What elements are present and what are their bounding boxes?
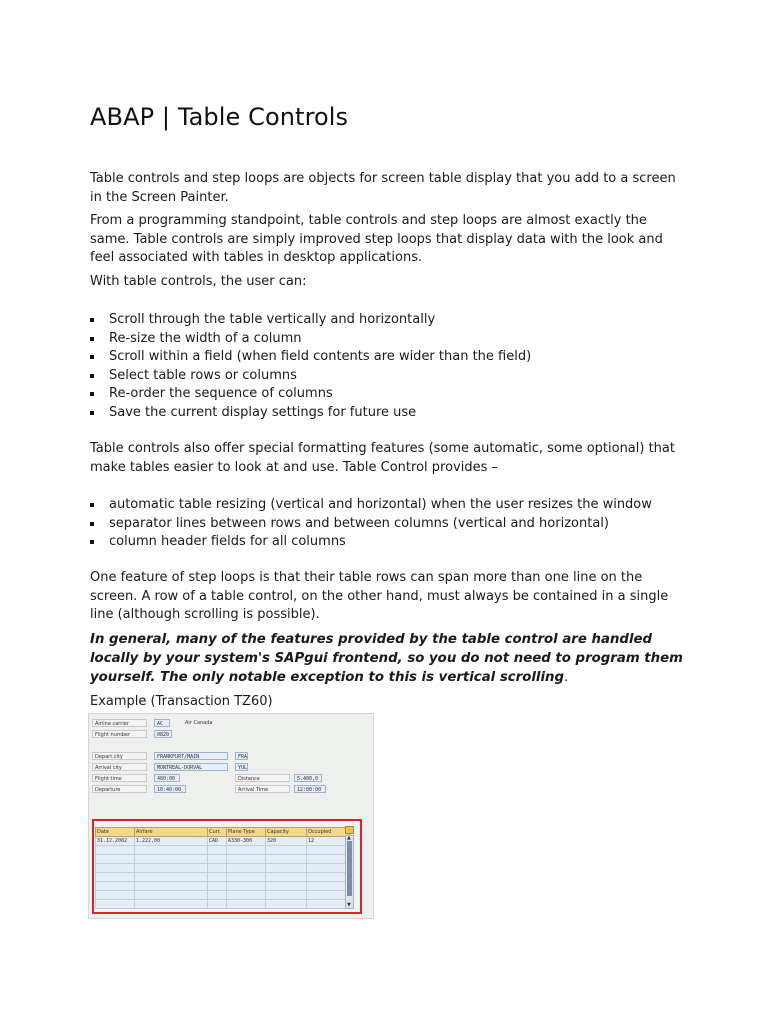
depart-code-field[interactable]: FRA	[235, 752, 248, 760]
list-item: Re-size the width of a column	[90, 330, 690, 349]
cell-airfare[interactable]: 1.222,00	[135, 837, 208, 846]
column-header-occupied[interactable]: Occupied	[307, 828, 350, 837]
vertical-scrollbar[interactable]	[345, 835, 354, 909]
column-header-airfare[interactable]: Airfare	[135, 828, 208, 837]
depart-city-field[interactable]: FRANKFURT/MAIN	[154, 752, 228, 760]
list-item: separator lines between rows and between columns (vertical and horizontal)	[90, 515, 690, 534]
table-header-row	[96, 828, 350, 837]
airline-carrier-field[interactable]: AC	[154, 719, 170, 727]
column-settings-icon[interactable]	[345, 826, 354, 834]
list-item: column header fields for all columns	[90, 533, 690, 552]
arrival-time-field[interactable]: 12:00:00	[294, 785, 326, 793]
flight-time-label: Flight time	[92, 774, 147, 782]
airline-carrier-label: Airline carrier	[92, 719, 147, 727]
list-item: Scroll within a field (when field contents are wider than the field)	[90, 348, 690, 367]
list-item: Scroll through the table vertically and horizontally	[90, 311, 690, 330]
user-can-paragraph: With table controls, the user can:	[90, 274, 307, 289]
emphasis-text: In general, many of the features provided by the table control are handled locally by your system's SAPgui frontend, so you do not need to program them yourself. The only notable exception to this is vertical scrolling	[90, 632, 683, 685]
scroll-down-icon[interactable]: ▼	[347, 902, 351, 908]
cell-occupied[interactable]: 12	[307, 837, 350, 846]
sap-screenshot	[88, 713, 374, 919]
cell-date[interactable]: 31.12.2002	[96, 837, 135, 846]
user-capabilities-list	[90, 311, 690, 423]
arrival-city-field[interactable]: MONTREAL-DORVAL	[154, 763, 228, 771]
table-row[interactable]	[96, 873, 350, 882]
column-header-date[interactable]: Date	[96, 828, 135, 837]
scroll-up-icon[interactable]: ▲	[347, 835, 351, 841]
column-header-currency[interactable]: Curr.	[208, 828, 227, 837]
table-row[interactable]	[96, 846, 350, 855]
table-row[interactable]	[96, 891, 350, 900]
arrival-code-field[interactable]: YUL	[235, 763, 248, 771]
example-caption: Example (Transaction TZ60)	[90, 694, 273, 709]
cell-currency[interactable]: CAD	[208, 837, 227, 846]
flight-number-label: Flight number	[92, 730, 147, 738]
depart-city-label: Depart.city	[92, 752, 147, 760]
intro-paragraph: Table controls and step loops are objects for screen table display that you add to a screen in the Screen Painter.	[90, 171, 676, 205]
emphasis-tail: .	[564, 670, 569, 685]
flight-number-field[interactable]: 0820	[154, 730, 172, 738]
list-item: automatic table resizing (vertical and horizontal) when the user resizes the window	[90, 496, 690, 515]
departure-field[interactable]: 10:40:00	[154, 785, 186, 793]
arrival-time-label: Arrival Time	[235, 785, 290, 793]
emphasis-paragraph	[90, 630, 690, 687]
distance-label: Distance	[235, 774, 290, 782]
step-loops-paragraph: One feature of step loops is that their table rows can span more than one line on the screen. A row of a table control, on the other hand, must always be contained in a single line (although scrolling is possible).	[90, 570, 669, 622]
formatting-features-list	[90, 496, 690, 552]
arrival-city-label: Arrival city	[92, 763, 147, 771]
flight-time-field[interactable]: 480:00	[154, 774, 180, 782]
distance-field[interactable]: 5.400,0	[294, 774, 322, 782]
table-row[interactable]	[96, 855, 350, 864]
departure-label: Departure	[92, 785, 147, 793]
airline-name: Air Canada	[185, 720, 213, 726]
list-item: Select table rows or columns	[90, 367, 690, 386]
programming-paragraph: From a programming standpoint, table controls and step loops are almost exactly the same. Table controls are simply improved step loops that display data with the look and feel associated with tables in desktop applications.	[90, 213, 663, 265]
cell-capacity[interactable]: 320	[266, 837, 307, 846]
scrollbar-thumb[interactable]	[347, 841, 352, 896]
table-row[interactable]	[96, 882, 350, 891]
table-row[interactable]	[96, 900, 350, 909]
formatting-paragraph: Table controls also offer special formatting features (some automatic, some optional) that make tables easier to look at and use. Table Control provides –	[90, 441, 675, 475]
column-header-plane-type[interactable]: Plane Type	[227, 828, 266, 837]
flights-table	[95, 827, 350, 909]
cell-plane-type[interactable]: A330-300	[227, 837, 266, 846]
page-title: ABAP | Table Controls	[90, 103, 349, 131]
table-row[interactable]	[96, 837, 350, 846]
table-control	[92, 819, 362, 914]
list-item: Re-order the sequence of columns	[90, 385, 690, 404]
column-header-capacity[interactable]: Capacity	[266, 828, 307, 837]
table-row[interactable]	[96, 864, 350, 873]
list-item: Save the current display settings for future use	[90, 404, 690, 423]
